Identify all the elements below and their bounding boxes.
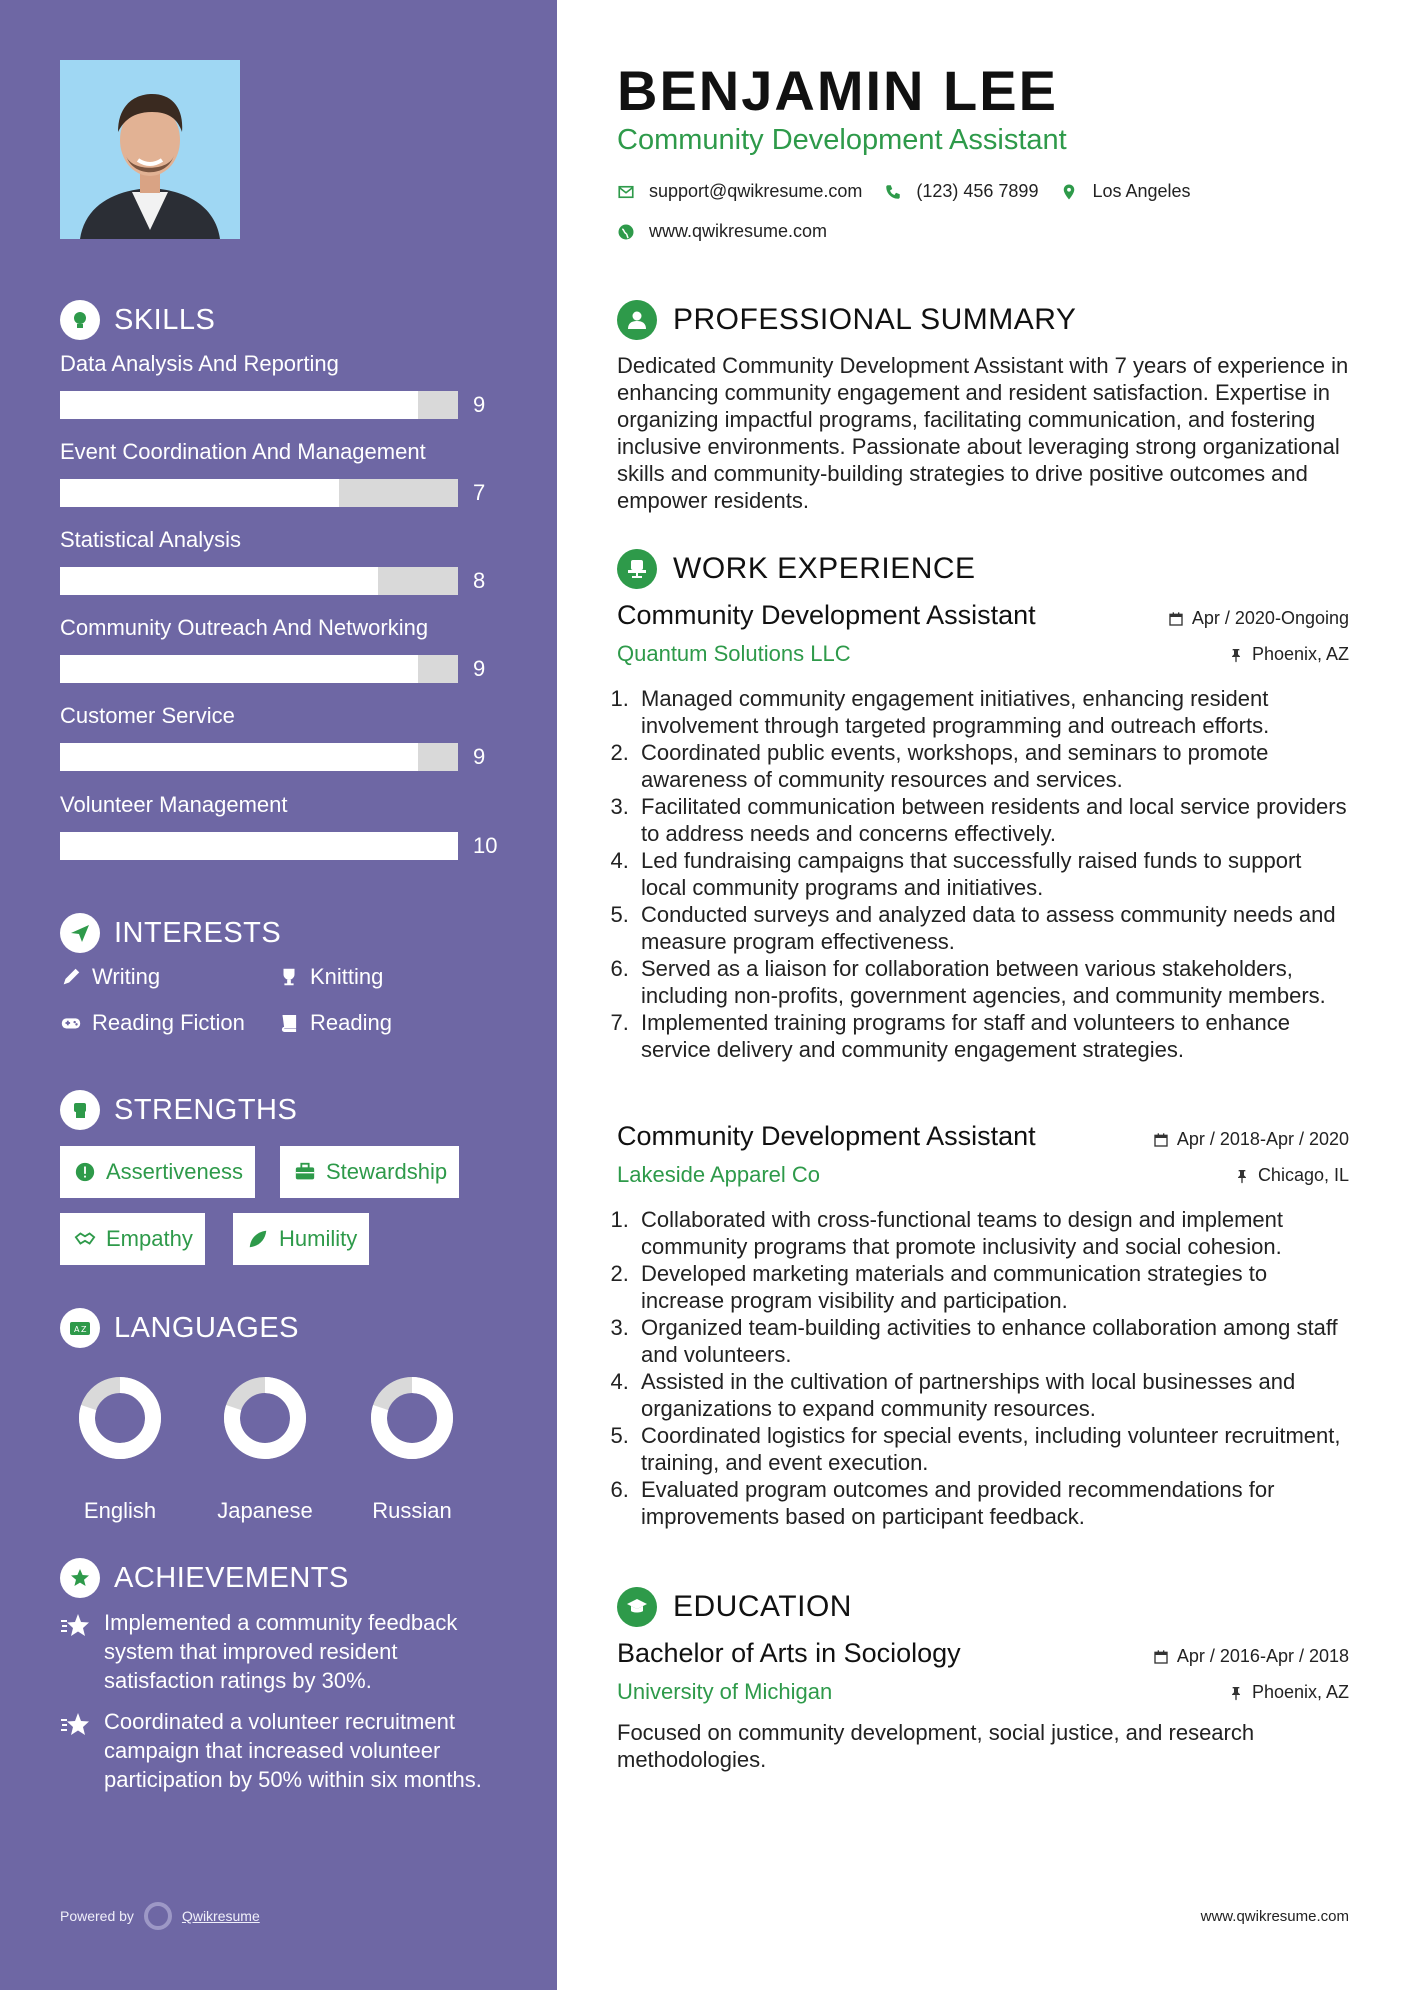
job-bullet: 1. Collaborated with cross-functional teams to design and implement community programs that promote inclusivity and social cohesion. — [635, 1206, 1349, 1260]
education-location: Phoenix, AZ — [1228, 1682, 1349, 1703]
handshake-icon — [74, 1228, 96, 1250]
sidebar — [0, 0, 557, 1990]
trophy-icon — [278, 966, 300, 988]
interest-item: Reading Fiction — [60, 1010, 245, 1036]
job-bullet: 7. Implemented training programs for staff and volunteers to enhance service delivery and community engagement strategies. — [635, 1009, 1349, 1063]
skill-bar-row — [60, 391, 500, 419]
job-location: Chicago, IL — [1234, 1165, 1349, 1186]
job-bullet: 3. Organized team-building activities to enhance collaboration among staff and volunteers. — [635, 1314, 1349, 1368]
language-name: Russian — [372, 1498, 452, 1523]
experience-heading: WORK EXPERIENCE — [617, 549, 976, 589]
skill-value: 10 — [473, 833, 498, 858]
education-date: Apr / 2016-Apr / 2018 — [1153, 1646, 1349, 1667]
location: Los Angeles — [1092, 181, 1191, 201]
book-icon — [278, 1012, 300, 1034]
fist-icon — [60, 1090, 100, 1130]
skill-bar-fill — [60, 743, 418, 771]
skill-bar — [60, 391, 458, 419]
star-badge-icon — [60, 1558, 100, 1598]
job-bullet: 6. Evaluated program outcomes and provided recommendations for improvements based on participant feedback. — [635, 1476, 1349, 1530]
job-bullets — [617, 685, 1349, 1063]
exclamation-icon — [74, 1161, 96, 1183]
strength-badge: Empathy — [60, 1213, 205, 1265]
footer-url[interactable]: www.qwikresume.com — [1200, 1908, 1349, 1925]
skill-value: 8 — [473, 568, 486, 593]
interest-item: Writing — [60, 964, 160, 990]
school: University of Michigan — [617, 1679, 833, 1704]
skill-value: 9 — [473, 656, 486, 681]
briefcase-icon — [294, 1161, 316, 1183]
skill-item — [60, 702, 500, 771]
envelope-icon — [617, 183, 635, 201]
strengths-heading: STRENGTHS — [60, 1090, 297, 1130]
language-name: Japanese — [217, 1498, 313, 1523]
skills-heading: SKILLS — [60, 300, 215, 340]
job-role: Community Development Assistant — [617, 600, 1036, 630]
skill-name: Event Coordination And Management — [60, 439, 426, 464]
skill-value: 9 — [473, 392, 486, 417]
job-role: Community Development Assistant — [617, 1121, 1036, 1151]
job-date: Apr / 2020-Ongoing — [1168, 608, 1349, 629]
job-bullet: 6. Served as a liaison for collaboration between various stakeholders, including non-profits, government agencies, and community members. — [635, 955, 1349, 1009]
skill-bar-fill — [60, 655, 418, 683]
skill-value: 9 — [473, 744, 486, 769]
summary-text: Dedicated Community Development Assistant with 7 years of experience in enhancing community engagement and resident satisfaction. Expertise in organizing impactful programs, facilitating communication, and fostering inclusive environments. Passionate about leveraging strong organizational skills and community-building strategies to drive positive outcomes and empower residents. — [617, 353, 1349, 513]
skill-bar-fill — [60, 832, 458, 860]
skill-name: Volunteer Management — [60, 792, 288, 817]
calendar-icon — [1153, 1132, 1169, 1148]
skill-bar — [60, 743, 458, 771]
achievements-heading: ACHIEVEMENTS — [60, 1558, 349, 1598]
skill-name: Data Analysis And Reporting — [60, 351, 339, 376]
interests-heading: INTERESTS — [60, 913, 281, 953]
globe-icon — [617, 223, 635, 241]
star-icon — [60, 1610, 92, 1642]
star-icon — [60, 1709, 92, 1741]
svg-text:A: A — [74, 1325, 80, 1334]
qwikresume-logo — [144, 1902, 172, 1930]
lightbulb-icon — [60, 300, 100, 340]
skill-item — [60, 791, 500, 860]
skill-bar-fill — [60, 567, 378, 595]
education-heading: EDUCATION — [617, 1587, 852, 1627]
language-name: English — [83, 1498, 157, 1523]
phone-number: (123) 456 7899 — [916, 181, 1039, 201]
paper-plane-icon — [60, 913, 100, 953]
language-item — [347, 1373, 477, 1524]
job-bullet: 4. Led fundraising campaigns that successfully raised funds to support local community programs and initiatives. — [635, 847, 1349, 901]
calendar-icon — [1153, 1649, 1169, 1665]
language-donut — [220, 1373, 310, 1463]
qwikresume-link[interactable]: Qwikresume — [181, 1908, 260, 1924]
skill-bar-row — [60, 567, 500, 595]
candidate-title: Community Development Assistant — [617, 124, 1067, 156]
pencil-icon — [60, 966, 82, 988]
strength-badge: Humility — [233, 1213, 369, 1265]
skill-item — [60, 350, 500, 419]
job-entry — [617, 1121, 1349, 1530]
language-donut — [367, 1373, 457, 1463]
gamepad-icon — [60, 1012, 82, 1034]
language-donut — [75, 1373, 165, 1463]
graduation-icon — [617, 1587, 657, 1627]
skill-bar-fill — [60, 479, 339, 507]
office-chair-icon — [617, 549, 657, 589]
strength-badge: Stewardship — [280, 1146, 459, 1198]
translate-icon — [60, 1308, 100, 1348]
pin-icon — [1228, 647, 1244, 663]
languages-heading: A Z LANGUAGES — [60, 1308, 299, 1348]
skill-bar-row — [60, 832, 500, 860]
job-company: Quantum Solutions LLC — [617, 641, 851, 666]
job-bullet: 2. Developed marketing materials and communication strategies to increase program visibility and participation. — [635, 1260, 1349, 1314]
education-entry — [617, 1638, 1349, 1773]
job-bullet: 3. Facilitated communication between residents and local service providers to address needs and concerns effectively. — [635, 793, 1349, 847]
language-item — [55, 1373, 185, 1524]
job-bullets — [617, 1206, 1349, 1530]
job-bullet: 5. Conducted surveys and analyzed data to assess community needs and measure program effectiveness. — [635, 901, 1349, 955]
skill-bar-fill — [60, 391, 418, 419]
skill-name: Community Outreach And Networking — [60, 615, 429, 640]
skill-bar-row — [60, 655, 500, 683]
summary-heading: PROFESSIONAL SUMMARY — [617, 300, 1076, 340]
job-date: Apr / 2018-Apr / 2020 — [1153, 1129, 1349, 1150]
map-marker-icon — [1060, 183, 1078, 201]
svg-text:Z: Z — [81, 1325, 87, 1334]
skill-name: Customer Service — [60, 703, 235, 728]
achievement-item: Coordinated a volunteer recruitment campaign that increased volunteer participation by 50% within six months. — [60, 1707, 500, 1794]
job-bullet: 5. Coordinated logistics for special events, including volunteer recruitment, training, and event execution. — [635, 1422, 1349, 1476]
job-company: Lakeside Apparel Co — [617, 1162, 821, 1187]
job-entry — [617, 600, 1349, 1063]
achievement-item: Implemented a community feedback system that improved resident satisfaction ratings by 30%. — [60, 1608, 500, 1695]
skill-bar-row — [60, 743, 500, 771]
candidate-name: BENJAMIN LEE — [617, 59, 1058, 122]
strength-badge: Assertiveness — [60, 1146, 255, 1198]
skill-bar — [60, 567, 458, 595]
language-item — [200, 1373, 330, 1524]
pin-icon — [1228, 1685, 1244, 1701]
skill-bar — [60, 832, 458, 860]
skill-bar-row — [60, 479, 500, 507]
website-link[interactable]: www.qwikresume.com — [649, 221, 828, 241]
job-location: Phoenix, AZ — [1228, 644, 1349, 665]
job-bullet: 1. Managed community engagement initiatives, enhancing resident involvement through targeted programming and outreach efforts. — [635, 685, 1349, 739]
powered-by: Powered by Qwikresume — [60, 1902, 260, 1930]
pin-icon — [1234, 1168, 1250, 1184]
contact-row — [617, 181, 1191, 202]
job-bullet: 2. Coordinated public events, workshops, and seminars to promote awareness of community resources and services. — [635, 739, 1349, 793]
calendar-icon — [1168, 611, 1184, 627]
email-link[interactable]: support@qwikresume.com — [649, 181, 863, 201]
phone-icon — [884, 183, 902, 201]
interest-item: Knitting — [278, 964, 383, 990]
skill-item — [60, 438, 500, 507]
degree: Bachelor of Arts in Sociology — [617, 1638, 961, 1668]
skill-bar — [60, 655, 458, 683]
job-bullet: 4. Assisted in the cultivation of partnerships with local businesses and organizations to expand community resources. — [635, 1368, 1349, 1422]
skill-item — [60, 614, 500, 683]
skill-name: Statistical Analysis — [60, 527, 241, 552]
website-row — [617, 221, 827, 242]
skill-item — [60, 526, 500, 595]
skill-bar — [60, 479, 458, 507]
user-icon — [617, 300, 657, 340]
profile-photo — [60, 60, 240, 239]
leaf-icon — [247, 1228, 269, 1250]
interest-item: Reading — [278, 1010, 392, 1036]
skill-value: 7 — [473, 480, 486, 505]
education-description: Focused on community development, social justice, and research methodologies. — [617, 1720, 1255, 1772]
